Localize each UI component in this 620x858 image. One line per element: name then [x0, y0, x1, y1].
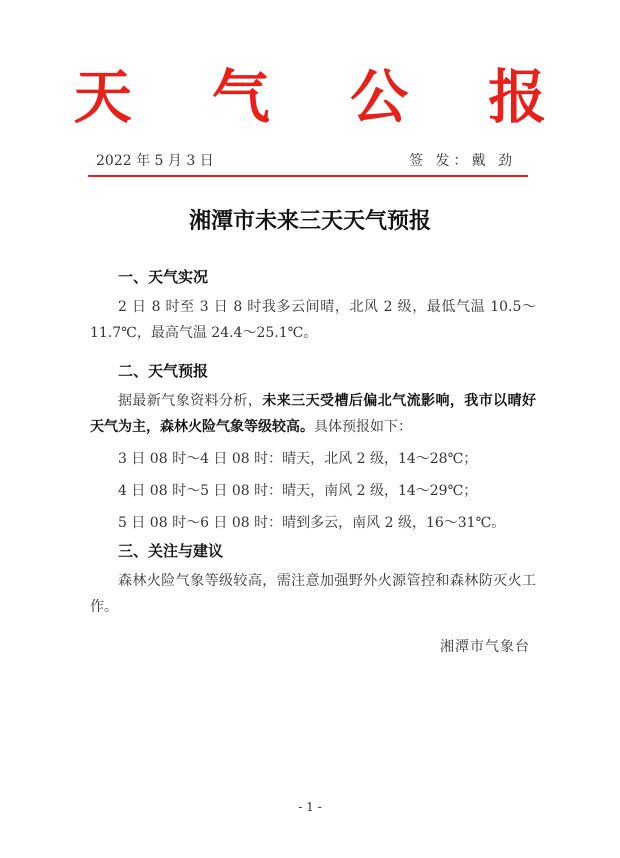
forecast-tail: 具体预报如下：: [314, 419, 412, 435]
forecast-day-1: 3 日 08 时～4 日 08 时：晴天，北风 2 级，14～28℃；: [118, 451, 478, 467]
issuing-office: 湘潭市气象台: [440, 639, 530, 655]
section-heading-advice: 三、关注与建议: [118, 542, 224, 560]
observations-text: 2 日 8 时至 3 日 8 时我多云间晴，北风 2 级，最低气温 10.5～11.7℃，最高气温 24.4～25.1℃。: [90, 299, 536, 341]
section-heading-observations: 一、天气实况: [118, 268, 209, 286]
forecast-day-3: 5 日 08 时～6 日 08 时：晴到多云，南风 2 级，16～31℃。: [118, 515, 506, 531]
advice-text: 森林火险气象等级较高，需注意加强野外火源管控和森林防灭火工作。: [90, 573, 536, 615]
forecast-summary: [90, 388, 536, 440]
document-title: 湘潭市未来三天天气预报: [188, 209, 431, 234]
issue-meta: [96, 148, 526, 170]
masthead-title: 天 气 公 报: [73, 63, 577, 131]
section-heading-forecast: 二、天气预报: [118, 362, 209, 380]
document-body: [90, 262, 536, 620]
issue-date: 2022 年 5 月 3 日: [96, 153, 214, 169]
issuer: 签 发：戴 劲: [409, 153, 516, 169]
forecast-day-2: 4 日 08 时～5 日 08 时：晴天，南风 2 级，14～29℃；: [118, 483, 478, 499]
red-divider: [88, 175, 528, 177]
forecast-intro: 据最新气象资料分析，: [118, 393, 263, 409]
forecast-highlight: 未来三天受槽后偏北气流影响，我市以晴好天气为主，森林火险气象等级较高。: [90, 393, 537, 435]
page-number: - 1 -: [298, 800, 322, 814]
